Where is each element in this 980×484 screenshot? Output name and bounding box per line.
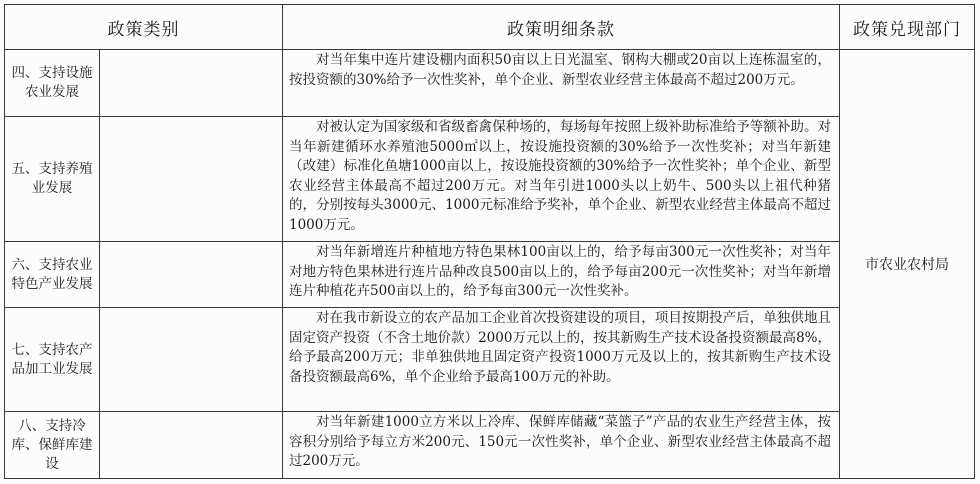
- table-row: [5, 50, 975, 117]
- row-detail-text: 对当年新建1000立方米以上冷库、保鲜库储藏“菜篮子”产品的农业生产经营主体，按容积分别给予每立方米200元、150元一次性奖补，单个企业、新型农业经营主体最高不超过200万元。: [289, 414, 831, 469]
- table-header-row: [5, 5, 975, 50]
- row-detail: [283, 117, 840, 242]
- row-blank-cell: [100, 412, 283, 479]
- table-row: [5, 412, 975, 479]
- row-blank-cell: [100, 242, 283, 308]
- department-cell: 市农业农村局: [840, 50, 975, 479]
- row-category: 六、支持农业特色产业发展: [5, 242, 100, 308]
- row-blank-cell: [100, 117, 283, 242]
- row-detail: [283, 242, 840, 308]
- row-detail-text: 对在我市新设立的农产品加工企业首次投资建设的项目，项目按期投产后，单独供地且固定资产投资（不含土地价款）2000万元以上的，按其新购生产技术设备投资额最高8%，给予最高200万元；非单独供地且固定资产投资1000万元及以上的，按其新购生产技术设备投资额最高6%，单个企业给予最高100万元的补助。: [289, 310, 831, 385]
- row-detail-text: 对当年新增连片种植地方特色果林100亩以上的，给予每亩300元一次性奖补；对当年对地方特色果林进行连片品种改良500亩以上的，给予每亩200元一次性奖补；对当年新增连片种植花卉500亩以上的，给予每亩300元一次性奖补。: [289, 244, 831, 299]
- row-category: 七、支持农产品加工业发展: [5, 308, 100, 412]
- row-detail-text: 对当年集中连片建设棚内面积50亩以上日光温室、钢构大棚或20亩以上连栋温室的，按投资额的30%给予一次性奖补，单个企业、新型农业经营主体最高不超过200万元。: [289, 52, 831, 88]
- row-blank-cell: [100, 308, 283, 412]
- table-row: [5, 117, 975, 242]
- row-detail: [283, 412, 840, 479]
- row-category: 五、支持养殖业发展: [5, 117, 100, 242]
- row-detail: [283, 50, 840, 117]
- policy-table: [4, 4, 975, 479]
- row-category: 八、支持冷库、保鲜库建设: [5, 412, 100, 479]
- header-policy-detail: 政策明细条款: [283, 5, 840, 50]
- row-category: 四、支持设施农业发展: [5, 50, 100, 117]
- table-row: [5, 242, 975, 308]
- header-policy-category: 政策类别: [5, 5, 283, 50]
- row-blank-cell: [100, 50, 283, 117]
- row-detail-text: 对被认定为国家级和省级畜禽保种场的，每场每年按照上级补助标准给予等额补助。对当年新建循环水养殖池5000㎡以上，按设施投资额的30%给予一次性奖补；对当年新建（改建）标准化鱼塘1000亩以上，按设施投资额的30%给予一次性奖补；单个企业、新型农业经营主体最高不超过200万元。对当年引进1000头以上奶牛、500头以上祖代种猪的，分别按每头3000元、1000元标准给予奖补，单个企业、新型农业经营主体最高不超过1000万元。: [289, 119, 831, 233]
- table-row: [5, 308, 975, 412]
- row-detail: [283, 308, 840, 412]
- header-policy-department: 政策兑现部门: [840, 5, 975, 50]
